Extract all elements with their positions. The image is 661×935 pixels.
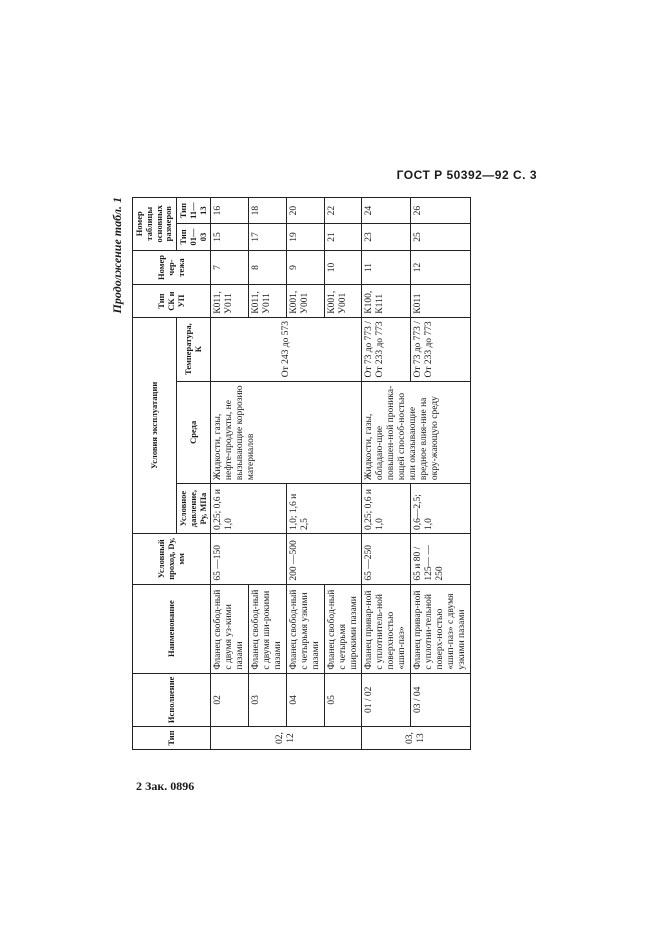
col-nomer-cher: Номер чер-тежа (133, 250, 211, 285)
col-usl: Условия эксплуатации (133, 317, 177, 533)
cell-t1: 23 (362, 224, 411, 250)
cell-tip-sk: К001, У001 (324, 285, 362, 317)
cell-temp: От 243 до 573 (211, 317, 362, 381)
cell-t1: 25 (411, 224, 471, 250)
col-name: Наименование (133, 584, 211, 673)
cell-isp: 03 (249, 673, 287, 726)
cell-du: 65 и 80 / 125— —250 (411, 534, 471, 585)
cell-cher: 7 (211, 250, 249, 285)
cell-du: 65 —250 (362, 534, 411, 585)
col-tip-11-13: Тип 11—13 (177, 198, 211, 224)
cell-isp: 01 / 02 (362, 673, 411, 726)
col-tip: Тип (133, 727, 211, 750)
cell-tip-sk: К001, У001 (286, 285, 324, 317)
cell-name: Фланец свобод-ный с двумя уз-кими пазами (211, 584, 249, 673)
col-nomer-tabl: Номер таблицы основных размеров (133, 198, 177, 251)
page-footer: 2 Зак. 0896 (136, 779, 195, 793)
cell-name: Фланец привар-ной с уплотнитель-ной поверхностью «шип-паз» (362, 584, 411, 673)
table-header-row-1 (133, 198, 177, 750)
cell-sreda: Жидкости, газы, нефте-продукты, не вызывающие коррозию материалов (211, 381, 362, 484)
cell-t1: 19 (286, 224, 324, 250)
cell-pressure: 1,0; 1,6 и 2,5 (286, 484, 362, 534)
cell-cher: 8 (249, 250, 287, 285)
cell-sreda: Жидкости, газы, обладаю-щие повышен-ной проника-ющей способ-ностью или оказывающие вредное влия-ние на окру-жающую среду (362, 381, 470, 484)
cell-name: Фланец привар-ной с уплотни-тельной поверх-ностью «шип-паз» с двумя узкими пазами (411, 584, 471, 673)
table-row (211, 198, 249, 750)
cell-tip-sk: К011 (411, 285, 471, 317)
cell-du: 200 —500 (286, 534, 362, 585)
cell-t2: 26 (411, 198, 471, 224)
cell-t2: 24 (362, 198, 411, 224)
cell-temp: От 73 до 773 / От 233 до 773 (362, 317, 411, 381)
cell-t1: 21 (324, 224, 362, 250)
col-temp: Температура, К (177, 317, 211, 381)
cell-cher: 10 (324, 250, 362, 285)
col-sreda: Среда (177, 381, 211, 484)
cell-pressure: 0,6—2,5; 1,0 (411, 484, 471, 534)
cell-temp: От 73 до 773 / От 233 до 773 (411, 317, 471, 381)
cell-tip: 02, 12 (211, 727, 362, 750)
cell-name: Фланец свобод-ный с четырьмя узкими пазами (286, 584, 324, 673)
rotated-table-frame (110, 197, 467, 750)
col-tip-01-03: Тип 01—03 (177, 224, 211, 250)
cell-t1: 17 (249, 224, 287, 250)
cell-cher: 12 (411, 250, 471, 285)
cell-cher: 9 (286, 250, 324, 285)
cell-tip-sk: К100, К111 (362, 285, 411, 317)
cell-isp: 05 (324, 673, 362, 726)
col-du: Условный проход, Dу, мм (133, 534, 211, 585)
cell-t2: 18 (249, 198, 287, 224)
cell-t2: 22 (324, 198, 362, 224)
document-header: ГОСТ Р 50392—92 С. 3 (396, 168, 537, 182)
cell-isp: 03 / 04 (411, 673, 471, 726)
cell-pressure: 0,25; 0,6 и 1,0 (211, 484, 287, 534)
flange-table (132, 197, 471, 750)
col-tip-sk: Тип СК и УП (133, 285, 211, 317)
cell-du: 65 —150 (211, 534, 287, 585)
col-isp: Исполнение (133, 673, 211, 726)
cell-t2: 20 (286, 198, 324, 224)
cell-isp: 04 (286, 673, 324, 726)
cell-tip: 03, 13 (362, 727, 470, 750)
table-caption: Продолжение табл. 1 (110, 197, 124, 314)
col-pressure: Условное давление, Pу, МПа (177, 484, 211, 534)
cell-isp: 02 (211, 673, 249, 726)
cell-tip-sk: К011, У011 (211, 285, 249, 317)
cell-pressure: 0,25; 0,6 и 1,0 (362, 484, 411, 534)
table-row (362, 198, 411, 750)
cell-tip-sk: К011, У011 (249, 285, 287, 317)
cell-cher: 11 (362, 250, 411, 285)
cell-name: Фланец свобод-ный с двумя ши-рокими пазами (249, 584, 287, 673)
cell-name: Фланец свобод-ный с четырьмя широкими пазами (324, 584, 362, 673)
cell-t1: 15 (211, 224, 249, 250)
cell-t2: 16 (211, 198, 249, 224)
